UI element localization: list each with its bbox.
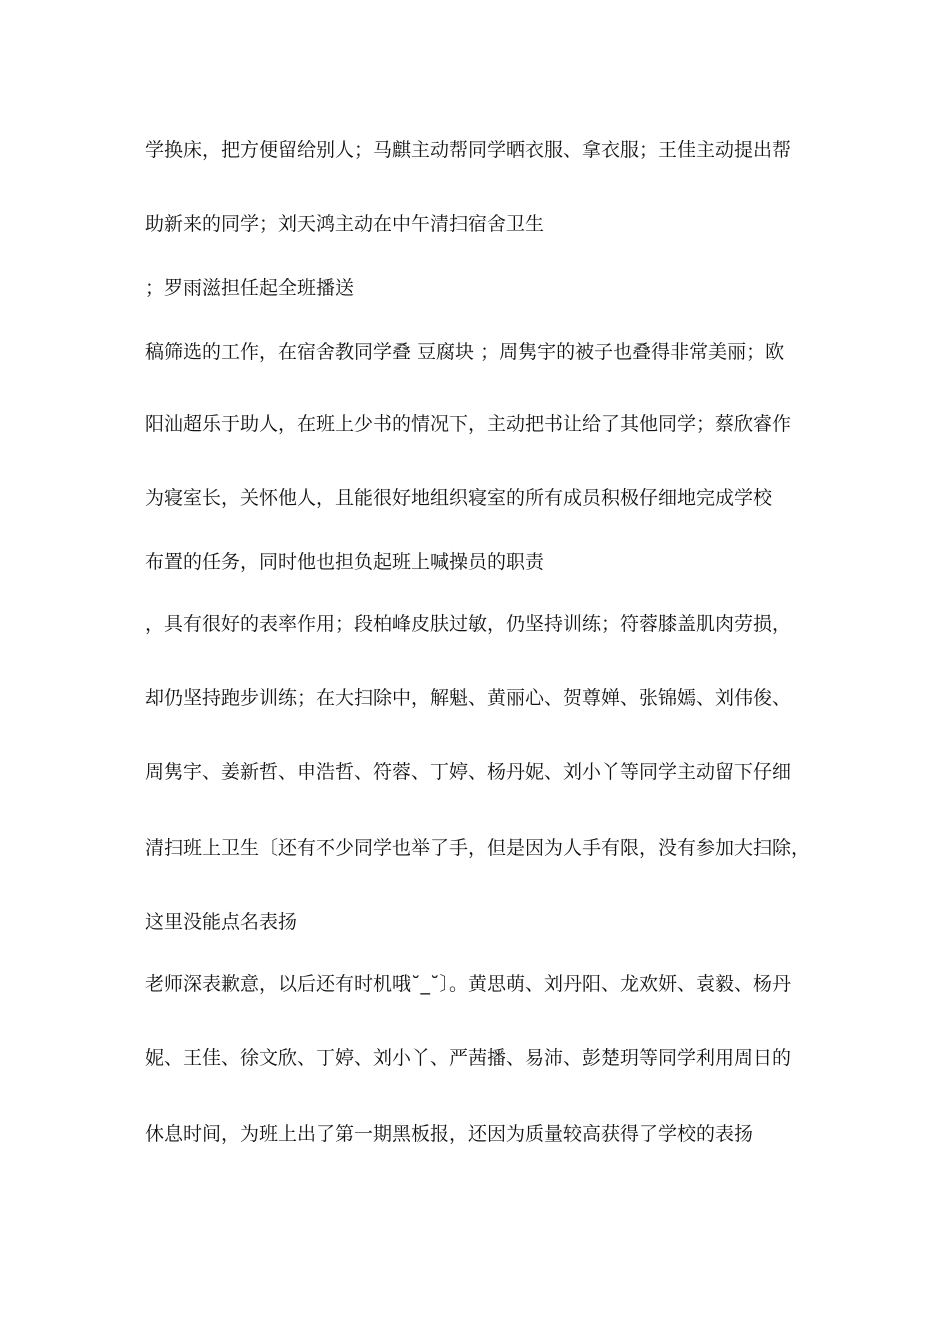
text-line: 为寝室长，关怀他人，且能很好地组织寝室的所有成员积极仔细地完成学校 — [145, 487, 773, 509]
text-line: 学换床，把方便留给别人；马麒主动帮同学晒衣服、拿衣服；王佳主动提出帮 — [145, 139, 792, 161]
text-line: 助新来的同学；刘天鸿主动在中午清扫宿舍卫生 — [145, 213, 545, 235]
text-line: 却仍坚持跑步训练；在大扫除中，解魁、黄丽心、贺尊婵、张锦嫣、刘伟俊、 — [145, 687, 792, 709]
text-line: 稿筛选的工作，在宿舍教同学叠 豆腐块 ；周隽宇的被子也叠得非常美丽；欧 — [145, 341, 785, 363]
text-line: 布置的任务，同时他也担负起班上喊操员的职责 — [145, 551, 545, 573]
text-line: 老师深表歉意，以后还有时机哦˘_˘〕。黄思萌、刘丹阳、龙欢妍、袁毅、杨丹 — [145, 973, 792, 995]
text-line: 这里没能点名表扬 — [145, 911, 298, 933]
text-line: 休息时间，为班上出了第一期黑板报，还因为质量较高获得了学校的表扬 — [145, 1123, 754, 1145]
text-line: 清扫班上卫生〔还有不少同学也举了手，但是因为人手有限，没有参加大扫除， — [145, 837, 811, 859]
text-line: 妮、王佳、徐文欣、丁婷、刘小丫、严茜播、易沛、彭楚玥等同学利用周日的 — [145, 1047, 792, 1069]
text-line: ，具有很好的表率作用；段柏峰皮肤过敏，仍坚持训练；符蓉膝盖肌肉劳损， — [145, 613, 792, 635]
text-line: ；罗雨滋担任起全班播送 — [145, 277, 355, 299]
text-line: 周隽宇、姜新哲、申浩哲、符蓉、丁婷、杨丹妮、刘小丫等同学主动留下仔细 — [145, 761, 792, 783]
text-line: 阳汕超乐于助人，在班上少书的情况下，主动把书让给了其他同学；蔡欣睿作 — [145, 413, 792, 435]
